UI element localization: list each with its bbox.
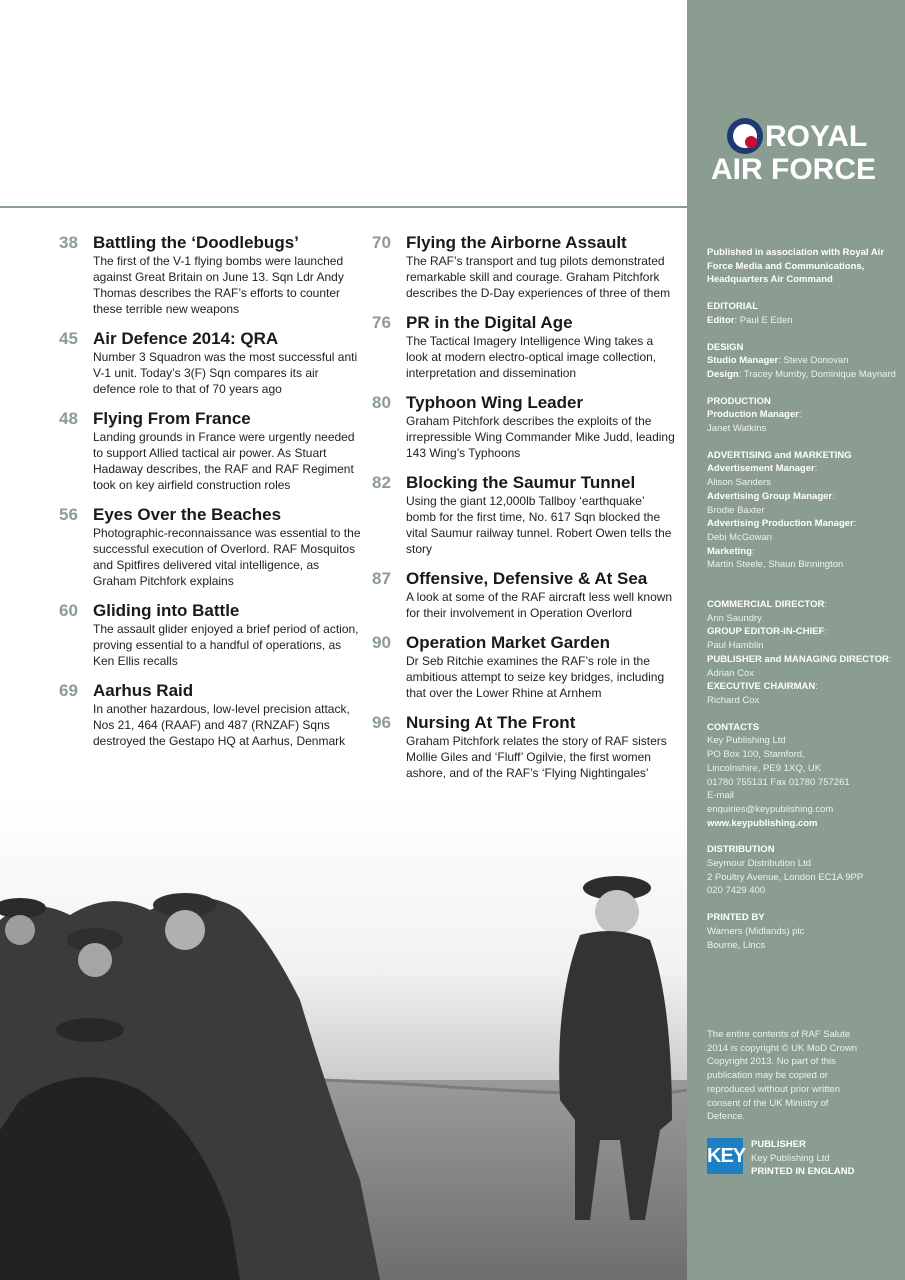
page-number: 87 bbox=[372, 569, 391, 588]
page-number: 38 bbox=[59, 233, 78, 252]
advman-label: Advertisement Manager bbox=[707, 463, 815, 475]
colon: : bbox=[824, 599, 827, 611]
copyright-notice: The entire contents of RAF Salute 2014 is copyright © UK MoD Crown Copyright 2013. No part of this publication may be copied or reproduced without prior written consent of the UK Ministry of Defence. bbox=[707, 1029, 858, 1123]
page-number: 90 bbox=[372, 633, 391, 652]
article-title: Offensive, Defensive & At Sea bbox=[406, 569, 648, 588]
advertising-heading: ADVERTISING and MARKETING bbox=[707, 449, 852, 461]
exec-label: EXECUTIVE CHAIRMAN bbox=[707, 681, 816, 693]
article-standfirst: A look at some of the RAF aircraft less well known for their involvement in Operation Overlord bbox=[406, 590, 673, 620]
studio-label: Studio Manager bbox=[707, 355, 779, 367]
article-standfirst: Dr Seb Ritchie examines the RAF’s role in the ambitious attempt to seize key bridges, including that over the Lower Rhine at Arnhem bbox=[406, 654, 665, 700]
colon: : bbox=[824, 626, 827, 638]
article-title: Battling the ‘Doodlebugs’ bbox=[93, 233, 299, 252]
roundel-icon bbox=[727, 118, 763, 154]
editorial-heading: EDITORIAL bbox=[707, 301, 759, 313]
design-heading: DESIGN bbox=[707, 341, 744, 353]
printed-line: Bourne, Lincs bbox=[707, 939, 766, 951]
article-title: Air Defence 2014: QRA bbox=[93, 329, 279, 348]
colon: : bbox=[853, 518, 857, 530]
contacts-email[interactable]: enquiries@keypublishing.com bbox=[707, 803, 834, 815]
prodman-label: Production Manager bbox=[707, 409, 799, 421]
page-number: 56 bbox=[59, 505, 78, 524]
page-number: 60 bbox=[59, 601, 78, 620]
printed-line: Warners (Midlands) plc bbox=[707, 925, 805, 937]
article-title: PR in the Digital Age bbox=[406, 313, 573, 332]
printed-block bbox=[707, 911, 897, 952]
distribution-line: 2 Poultry Avenue, London EC1A 9PP bbox=[707, 871, 864, 883]
contacts-line: E-mail bbox=[707, 790, 734, 802]
advprod-label: Advertising Production Manager bbox=[707, 518, 854, 530]
raf-logo bbox=[709, 114, 889, 190]
page-number: 70 bbox=[372, 233, 391, 252]
colon: : bbox=[814, 463, 818, 475]
article-standfirst: The Tactical Imagery Intelligence Wing takes a look at modern electro-optical image collection, interpretation and dissemination bbox=[406, 334, 657, 380]
publisher-name: : Adrian Cox bbox=[707, 653, 892, 679]
design-block bbox=[707, 341, 897, 382]
marketing-label: Marketing bbox=[707, 545, 752, 557]
article-standfirst: Graham Pitchfork describes the exploits of the irrepressible Wing Commander Mike Judd, leading 143 Wing’s Typhoons bbox=[406, 414, 675, 460]
editor-name: : Paul E Eden bbox=[734, 314, 793, 326]
directors-block bbox=[707, 598, 897, 708]
groupeditor-name: Paul Hamblin bbox=[707, 640, 764, 652]
article-standfirst: Number 3 Squadron was the most successful anti V-1 unit. Today’s 3(F) Sqn compares its air defence role to that of 70 years ago bbox=[93, 350, 358, 396]
groupeditor-label: GROUP EDITOR-IN-CHIEF bbox=[707, 626, 825, 638]
contacts-line: PO Box 100, Stamford, bbox=[707, 749, 805, 761]
article-standfirst: The first of the V-1 flying bombs were launched against Great Britain on June 13. Sqn Ldr Andy Thomas describes the RAF’s efforts to counter these terrible new weapons bbox=[93, 254, 344, 316]
colon: : bbox=[832, 490, 835, 502]
distribution-heading: DISTRIBUTION bbox=[707, 844, 775, 856]
article-title: Flying From France bbox=[93, 409, 251, 428]
assoc-text: Published in association with Royal Air Force Media and Communications, Headquarters Air Command bbox=[707, 247, 885, 286]
publisher-label: PUBLISHER and MANAGING DIRECTOR bbox=[707, 653, 889, 665]
page-number: 96 bbox=[372, 713, 391, 732]
credits bbox=[707, 246, 897, 965]
article-standfirst: The assault glider enjoyed a brief period of action, proving essential to a handful of operations, as Ken Ellis recalls bbox=[93, 622, 359, 668]
contacts-website-link[interactable]: www.keypublishing.com bbox=[707, 817, 818, 829]
contacts-heading: CONTACTS bbox=[707, 721, 760, 733]
distribution-line: Seymour Distribution Ltd bbox=[707, 858, 812, 870]
article-standfirst: Photographic-reconnaissance was essential to the successful execution of Overlord. RAF Mosquitos and Spitfires delivered vital intelligence, as Graham Pitchfork explains bbox=[93, 526, 361, 588]
article-title: Flying the Airborne Assault bbox=[406, 233, 627, 252]
page-number: 48 bbox=[59, 409, 78, 428]
exec-name: Richard Cox bbox=[707, 694, 760, 706]
printed-in-england: PRINTED IN ENGLAND bbox=[751, 1166, 855, 1178]
article-title: Aarhus Raid bbox=[93, 681, 194, 700]
colon: : bbox=[751, 545, 755, 557]
contacts-line: Key Publishing Ltd bbox=[707, 735, 786, 747]
page-number: 45 bbox=[59, 329, 78, 348]
prodman-name: Janet Watkins bbox=[707, 423, 767, 435]
publisher-heading: PUBLISHER bbox=[751, 1139, 806, 1150]
design-label: Design bbox=[707, 368, 739, 380]
contacts-line: Lincolnshire, PE9 1XQ, UK bbox=[707, 762, 822, 774]
colon: : bbox=[798, 409, 802, 421]
article-title: Typhoon Wing Leader bbox=[406, 393, 584, 412]
article-standfirst: Graham Pitchfork relates the story of RAF sisters Mollie Giles and ‘Fluff’ Ogilvie, the first women ashore, and of the RAF’s ‘Flying Nightingales’ bbox=[406, 734, 667, 780]
publisher-box bbox=[707, 1138, 897, 1178]
advertising-block bbox=[707, 449, 897, 572]
article-title: Eyes Over the Beaches bbox=[93, 505, 282, 524]
article-standfirst: In another hazardous, low-level precision attack, Nos 21, 464 (RAAF) and 487 (RNZAF) Sqns destroyed the Gestapo HQ at Aarhus, Denmark bbox=[93, 702, 350, 748]
article-standfirst: Using the giant 12,000lb Tallboy ‘earthquake’ bomb for the first time, No. 617 Sqn blocked the vital Saumur railway tunnel. Robert Owen tells the story bbox=[406, 494, 672, 556]
distribution-block bbox=[707, 843, 897, 898]
studio-name: : Steve Donovan bbox=[778, 355, 849, 367]
contacts-phone: 01780 755131 Fax 01780 757261 bbox=[707, 776, 850, 788]
advprod-name: Debi McGowan bbox=[707, 531, 772, 543]
commercial-label: COMMERCIAL DIRECTOR bbox=[707, 599, 825, 611]
advgroup-name: Brodie Baxter bbox=[707, 504, 765, 516]
advgroup-label: Advertising Group Manager bbox=[707, 490, 833, 502]
article-title: Gliding into Battle bbox=[93, 601, 240, 620]
logo-line2: AIR FORCE bbox=[711, 153, 876, 186]
article-title: Blocking the Saumur Tunnel bbox=[406, 473, 636, 492]
masthead-sidebar bbox=[687, 0, 905, 1280]
article-standfirst: Landing grounds in France were urgently needed to support Allied tactical air power. As Stuart Hadaway describes, the RAF and RAF Regiment took on key airfield construction roles bbox=[93, 430, 355, 492]
logo-line1: ROYAL bbox=[765, 120, 868, 153]
article-title: Nursing At The Front bbox=[406, 713, 576, 732]
page-number: 82 bbox=[372, 473, 391, 492]
design-names: : Tracey Mumby, Dominique Maynard bbox=[738, 368, 896, 380]
editorial-block bbox=[707, 300, 897, 327]
ground-crew-photo bbox=[0, 800, 687, 1280]
marketing-name: Martin Steele, Shaun Binnington bbox=[707, 559, 844, 571]
publisher-name-text: Key Publishing Ltd bbox=[751, 1152, 830, 1164]
production-block bbox=[707, 395, 897, 436]
page-number: 69 bbox=[59, 681, 78, 700]
distribution-line: 020 7429 400 bbox=[707, 885, 766, 897]
page-number: 76 bbox=[372, 313, 391, 332]
colon: : bbox=[815, 681, 818, 693]
key-logo: KEY bbox=[707, 1138, 743, 1174]
printed-heading: PRINTED BY bbox=[707, 912, 765, 924]
page-number: 80 bbox=[372, 393, 391, 412]
article-standfirst: The RAF’s transport and tug pilots demonstrated remarkable skill and courage. Graham Pitchfork describes the D-Day experiences of three of them bbox=[406, 254, 671, 300]
advman-name: Alison Sanders bbox=[707, 477, 771, 489]
commercial-name: Ann Saundry bbox=[707, 612, 762, 624]
production-heading: PRODUCTION bbox=[707, 395, 771, 407]
article-title: Operation Market Garden bbox=[406, 633, 611, 652]
editor-label: Editor bbox=[707, 314, 735, 326]
contacts-block bbox=[707, 721, 897, 831]
